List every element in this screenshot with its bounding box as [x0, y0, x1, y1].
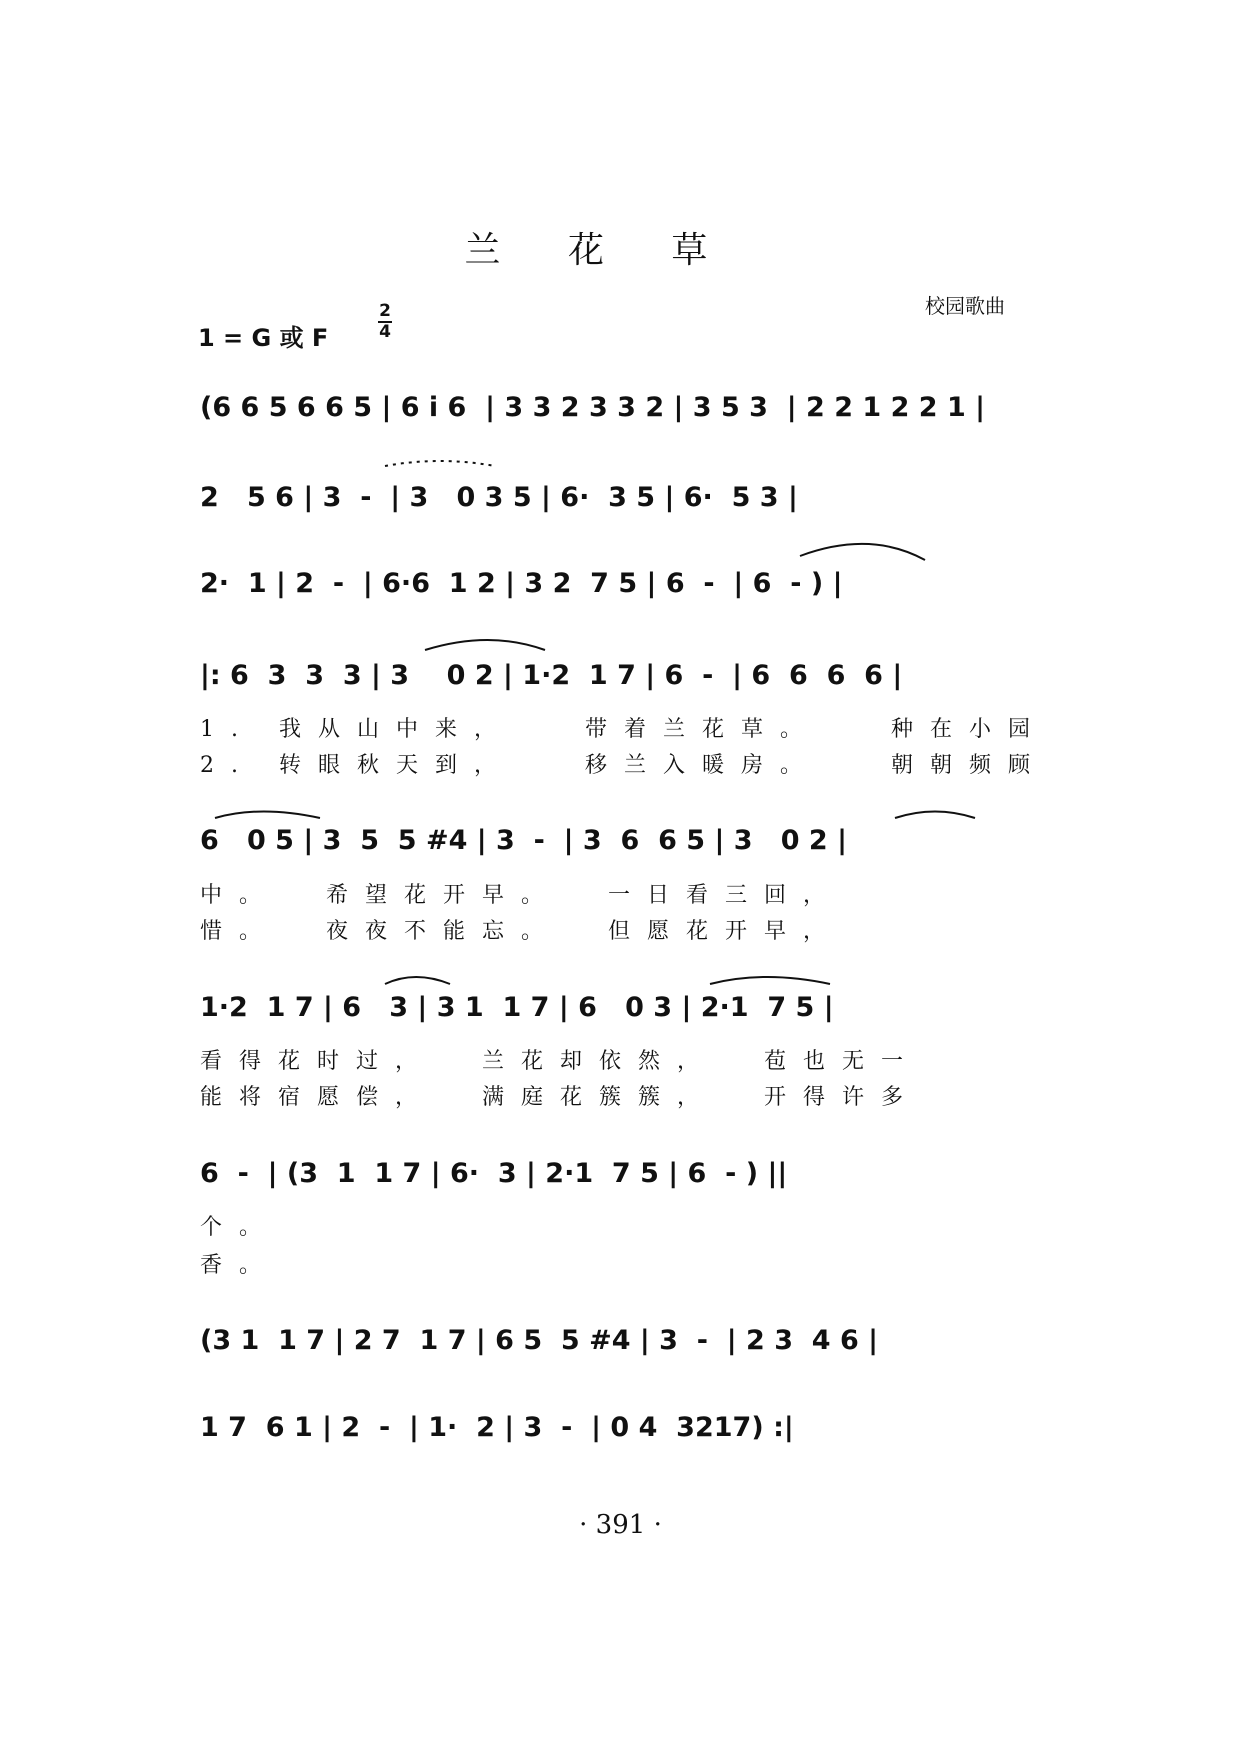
page-number: · 391 ·	[579, 1510, 662, 1540]
lyric-verse2-a: 2. 转眼秋天到， 移兰入暖房。 朝朝频顾	[200, 753, 1047, 778]
song-title: 兰 花 草	[464, 230, 736, 271]
song-source: 校园歌曲	[925, 294, 1005, 318]
lyric-verse2-c: 能将宿愿偿， 满庭花簇簇， 开得许多	[200, 1085, 920, 1110]
score-line-6: 1·2 1 7 | 6 3 | 3 1 1 7 | 6 0 3 | 2·1 7 5 |	[200, 992, 834, 1023]
lyric-verse2-b: 惜。 夜夜不能忘。 但愿花开早，	[200, 919, 842, 944]
time-denominator: 4	[379, 322, 391, 342]
slur-line5a	[215, 812, 320, 819]
slur-line3	[800, 544, 925, 560]
score-line-2: 2 5 6 | 3 - | 3 0 3 5 | 6· 3 5 | 6· 5 3 |	[200, 482, 798, 513]
slur-line5b	[895, 812, 975, 819]
lyric-verse1-a: 1. 我从山中来， 带着兰花草。 种在小园	[200, 717, 1047, 742]
lyric-verse2-d: 香。	[200, 1253, 279, 1278]
score-line-5: 6 0 5 | 3 5 5 #4 | 3 - | 3 6 6 5 | 3 0 2 |	[200, 825, 847, 856]
score-line-8: (3 1 1 7 | 2 7 1 7 | 6 5 5 #4 | 3 - | 2 3 4 6 |	[200, 1325, 879, 1356]
score-line-9: 1 7 6 1 | 2 - | 1· 2 | 3 - | 0 4 3217) :|	[200, 1412, 794, 1443]
score-line-1: (6 6 5 6 6 5 | 6 i 6 | 3 3 2 3 3 2 | 3 5 3 | 2 2 1 2 2 1 |	[200, 392, 985, 423]
lyric-verse1-b: 中。 希望花开早。 一日看三回，	[200, 883, 842, 908]
slur-line6b	[710, 977, 830, 984]
score-line-7: 6 - | (3 1 1 7 | 6· 3 | 2·1 7 5 | 6 - ) ||	[200, 1158, 788, 1189]
score-line-3: 2· 1 | 2 - | 6·6 1 2 | 3 2 7 5 | 6 - | 6 - ) |	[200, 568, 843, 599]
key-signature: 1 = G 或 F	[198, 324, 329, 352]
score-line-4: |: 6 3 3 3 | 3 0 2 | 1·2 1 7 | 6 - | 6 6 6 6 |	[200, 660, 903, 691]
time-numerator: 2	[379, 301, 391, 321]
lyric-verse1-c: 看得花时过， 兰花却依然， 苞也无一	[200, 1049, 920, 1074]
slur-line4	[425, 640, 545, 650]
slur-line6a	[385, 977, 450, 984]
lyric-verse1-d: 个。	[200, 1215, 279, 1240]
slur-dotted-line2	[385, 461, 495, 466]
